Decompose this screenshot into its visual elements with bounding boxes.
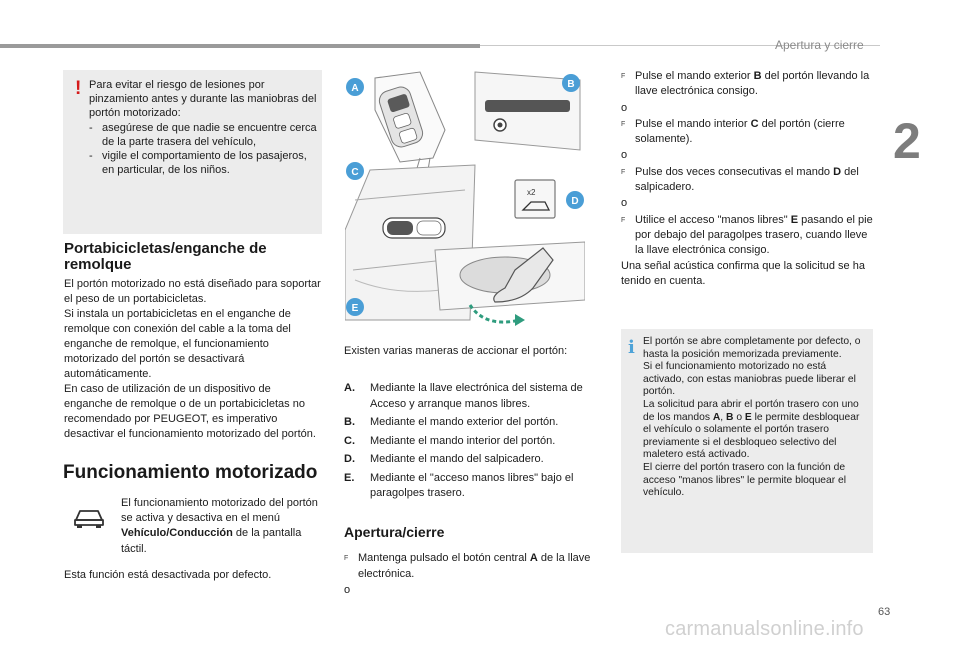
- warning-text: [89, 78, 317, 177]
- info-text: El portón se abre completamente por defecto, o hasta la posición memorizada previamente. Si el funcionamiento motorizado no está activado, con estas maniobras puede liberar el portón. La solicitud para abrir el portón trasero con uno de los mandos A, B o E le permite desbloquear el vehículo o solamente el portón trasero previamente si el desbloqueo selectivo del maletero está activado. El cierre del portón trasero con la función de acceso "manos libres" le permite bloquear el vehículo.: [643, 336, 861, 499]
- bullet-icon: F: [621, 168, 626, 176]
- info-icon: i: [628, 337, 635, 358]
- svg-text:E: E: [351, 303, 359, 314]
- warning-icon: !: [75, 78, 82, 99]
- svg-text:C: C: [351, 167, 359, 178]
- list-item: A. Mediante la llave electrónica del sistema de Acceso y arranque manos libres.: [344, 382, 583, 410]
- label-a: [346, 78, 364, 96]
- svg-text:B: B: [567, 79, 575, 90]
- list-item: B. Mediante el mando exterior del portón.: [344, 416, 559, 428]
- bullet-icon: F: [621, 216, 626, 224]
- header-rule: [0, 44, 480, 48]
- button-badge: x2: [527, 188, 536, 197]
- bike-rack-heading: Portabicicletas/enganche de remolque: [64, 240, 267, 273]
- opening-step-a: F Mantenga pulsado el botón central A de la llave electrónica. o: [344, 552, 591, 596]
- opening-steps-continued: F Pulse el mando exterior B del portón llevando la llave electrónica consigo. o F Pulse el mando interior C del portón (cierre solamente). o F Pulse dos veces consecutivas el mando D del salpicadero. o F Utilice el acceso "manos libres" E pasando el pie por debajo del paragolpes trasero, cuando lleve la llave electrónica consigo. Una señal acústica confirma que la solicitud se ha tenido en cuenta.: [621, 69, 876, 289]
- chapter-number: 2: [893, 113, 921, 169]
- info-box: [621, 329, 873, 553]
- motorized-description: El funcionamiento motorizado del portón se activa y desactiva en el menú Vehículo/Conducción de la pantalla táctil.: [121, 497, 318, 555]
- methods-list: [344, 381, 600, 505]
- svg-text:D: D: [571, 196, 579, 207]
- bullet-icon: F: [621, 73, 626, 80]
- motorized-heading: Funcionamiento motorizado: [63, 462, 318, 483]
- warning-intro: Para evitar el riesgo de lesiones por pinzamiento antes y durante las maniobras del portón motorizado:: [89, 79, 317, 120]
- paragraph: El portón motorizado no está diseñado para soportar el peso de un portabicicletas.: [64, 278, 321, 305]
- warning-box: [63, 70, 322, 234]
- methods-intro: Existen varias maneras de accionar el portón:: [344, 345, 568, 357]
- section-title: Apertura y cierre: [775, 38, 864, 52]
- opening-step-d: F Pulse dos veces consecutivas el mando D del salpicadero.: [621, 165, 876, 196]
- opening-heading: Apertura/cierre: [344, 524, 445, 540]
- opening-step-b: F Pulse el mando exterior B del portón llevando la llave electrónica consigo.: [621, 69, 876, 100]
- opening-step-e: F Utilice el acceso "manos libres" E pasando el pie por debajo del paragolpes trasero, cuando lleve la llave electrónica consigo.: [621, 213, 876, 259]
- svg-text:A: A: [351, 83, 359, 94]
- paragraph: Si instala un portabicicletas en el enganche de remolque con conexión del cable a la toma del enganche de remolque, el funcionamiento motorizado del portón se desactivará automáticamente.: [64, 308, 291, 380]
- key-fob: [375, 72, 445, 176]
- label-b: [562, 74, 580, 92]
- page-number: 63: [878, 606, 891, 618]
- bullet-icon: F: [344, 555, 349, 562]
- label-d: [566, 191, 584, 209]
- label-e: [346, 298, 364, 316]
- watermark: carmanualsonline.info: [665, 618, 864, 640]
- list-item: E. Mediante el "acceso manos libres" bajo el paragolpes trasero.: [344, 471, 574, 499]
- warning-item: - vigile el comportamiento de los pasajeros, en particular, de los niños.: [89, 150, 307, 177]
- bike-rack-body: [64, 277, 322, 442]
- tailgate-controls-illustration: [345, 70, 585, 330]
- warning-item: - asegúrese de que nadie se encuentre cerca de la parte trasera del vehículo,: [89, 121, 317, 148]
- paragraph: En caso de utilización de un dispositivo de enganche de remolque o de un portabicicletas no recomendado por PEUGEOT, es imperativo desactivar el funcionamiento motorizado del portón.: [64, 383, 316, 440]
- list-item: D. Mediante el mando del salpicadero.: [344, 453, 544, 465]
- car-settings-icon: [73, 507, 105, 529]
- label-c: [346, 162, 364, 180]
- list-item: C. Mediante el mando interior del portón.: [344, 434, 556, 447]
- opening-step-c: F Pulse el mando interior C del portón (cierre solamente).: [621, 117, 876, 148]
- bullet-icon: F: [621, 120, 626, 128]
- menu-path: Vehículo/Conducción: [121, 527, 233, 540]
- default-note: Esta función está desactivada por defecto.: [64, 569, 272, 581]
- confirmation-text: Una señal acústica confirma que la solicitud se ha tenido en cuenta.: [621, 259, 865, 287]
- dashboard-button: [515, 180, 555, 218]
